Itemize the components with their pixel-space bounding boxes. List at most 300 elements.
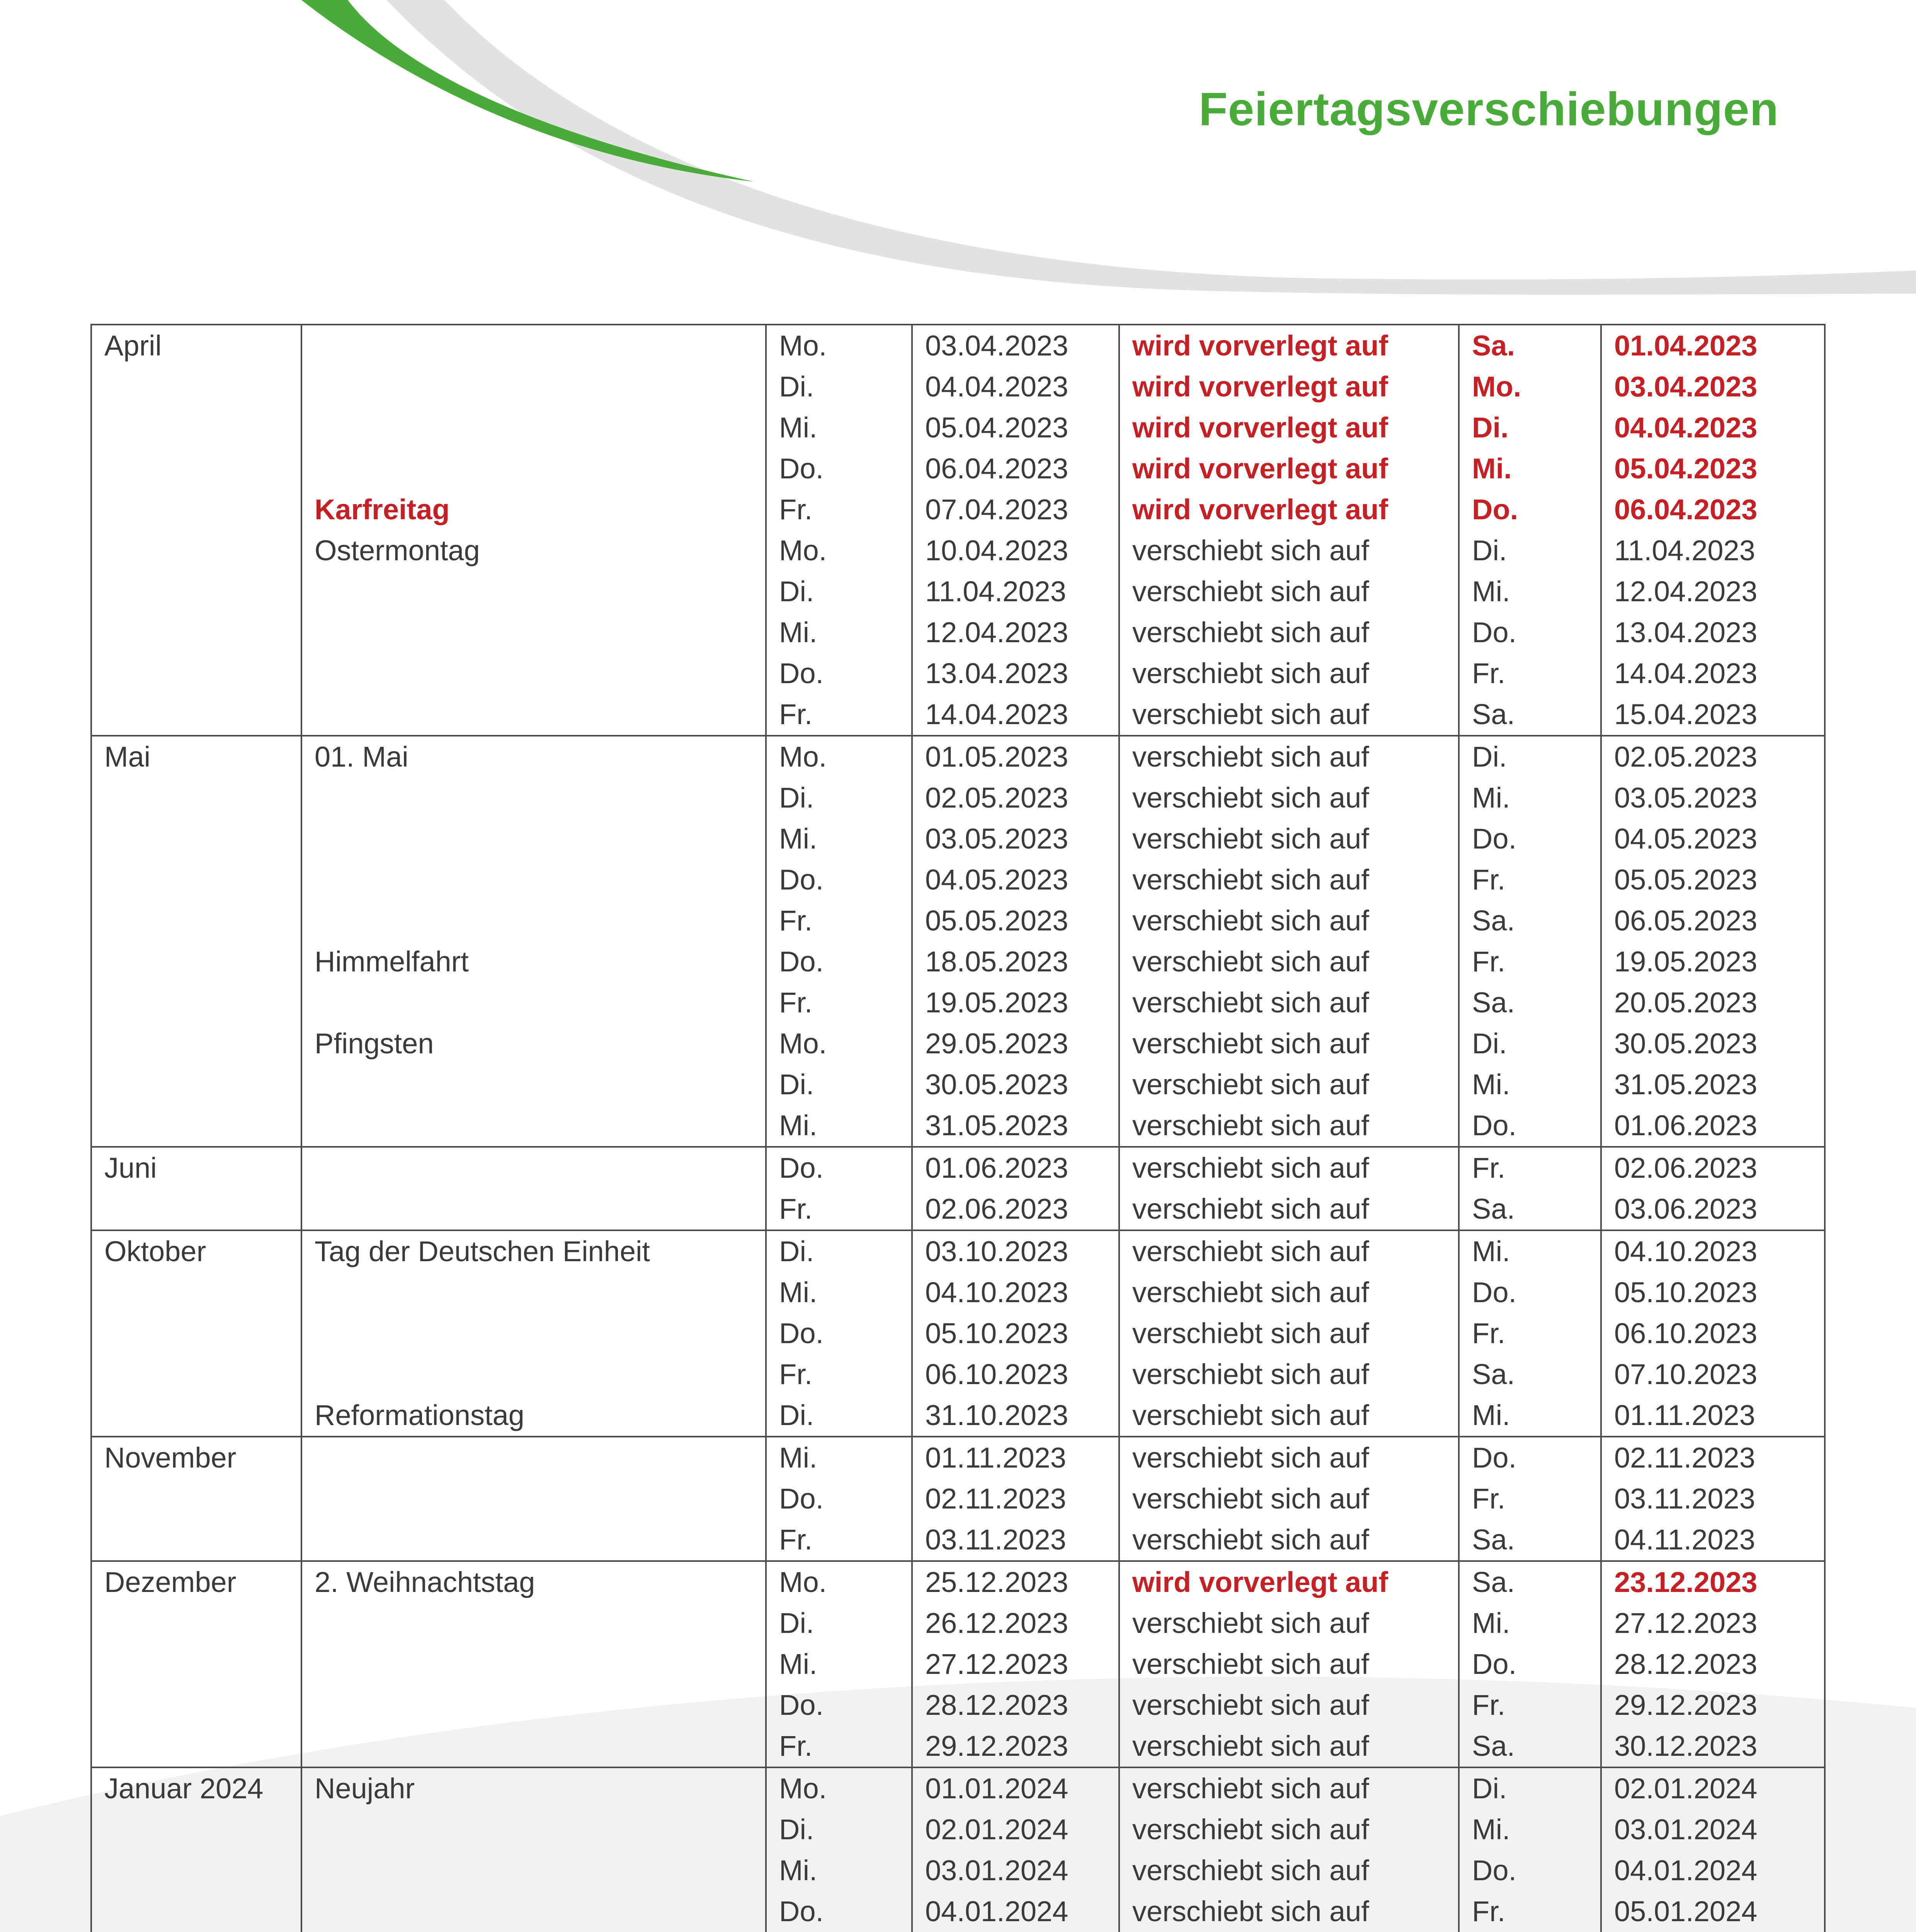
table-cell-date: 01.11.2023 bbox=[912, 1437, 1119, 1478]
table-cell-holiday bbox=[301, 325, 766, 366]
table-cell-holiday: 2. Weihnachtstag bbox=[301, 1561, 766, 1603]
table-cell-month: Juni bbox=[91, 1147, 301, 1189]
table-cell-action: verschiebt sich auf bbox=[1119, 982, 1459, 1023]
table-cell-date: 13.04.2023 bbox=[912, 653, 1119, 694]
table-cell-month bbox=[91, 653, 301, 694]
table-cell-month bbox=[91, 366, 301, 407]
table-row bbox=[91, 1767, 1825, 1809]
table-cell-holiday bbox=[301, 1809, 766, 1850]
holiday-shift-table-body bbox=[91, 325, 1825, 1932]
table-cell-weekday: Fr. bbox=[766, 1189, 912, 1230]
table-cell-holiday: Ostermontag bbox=[301, 530, 766, 571]
table-cell-new-date: 04.04.2023 bbox=[1601, 407, 1825, 448]
table-row bbox=[91, 941, 1825, 982]
table-row bbox=[91, 1395, 1825, 1437]
table-cell-date: 30.05.2023 bbox=[912, 1064, 1119, 1105]
table-cell-weekday: Mo. bbox=[766, 1023, 912, 1064]
table-cell-new-date: 29.12.2023 bbox=[1601, 1685, 1825, 1726]
table-cell-date: 04.01.2024 bbox=[912, 1891, 1119, 1932]
table-row bbox=[91, 818, 1825, 859]
table-cell-weekday: Fr. bbox=[766, 1354, 912, 1395]
table-cell-new-weekday: Do. bbox=[1459, 1105, 1601, 1147]
table-cell-holiday: Karfreitag bbox=[301, 489, 766, 530]
table-cell-new-date: 04.11.2023 bbox=[1601, 1519, 1825, 1561]
table-row bbox=[91, 448, 1825, 489]
table-cell-new-date: 03.11.2023 bbox=[1601, 1478, 1825, 1519]
table-cell-month bbox=[91, 1478, 301, 1519]
table-cell-weekday: Mo. bbox=[766, 1561, 912, 1603]
table-cell-action: verschiebt sich auf bbox=[1119, 1767, 1459, 1809]
table-cell-action: verschiebt sich auf bbox=[1119, 571, 1459, 612]
table-cell-new-weekday: Do. bbox=[1459, 489, 1601, 530]
table-cell-month bbox=[91, 1850, 301, 1891]
table-cell-new-date: 01.04.2023 bbox=[1601, 325, 1825, 366]
table-cell-month bbox=[91, 1189, 301, 1230]
table-cell-new-date: 01.11.2023 bbox=[1601, 1395, 1825, 1437]
table-cell-weekday: Di. bbox=[766, 1395, 912, 1437]
table-cell-action: verschiebt sich auf bbox=[1119, 1685, 1459, 1726]
table-cell-weekday: Di. bbox=[766, 777, 912, 818]
table-cell-new-date: 02.05.2023 bbox=[1601, 736, 1825, 777]
table-cell-new-weekday: Di. bbox=[1459, 407, 1601, 448]
table-cell-new-weekday: Sa. bbox=[1459, 900, 1601, 941]
table-row bbox=[91, 1891, 1825, 1932]
table-cell-month bbox=[91, 1685, 301, 1726]
table-cell-holiday bbox=[301, 612, 766, 653]
table-cell-new-date: 19.05.2023 bbox=[1601, 941, 1825, 982]
table-cell-new-date: 03.01.2024 bbox=[1601, 1809, 1825, 1850]
table-cell-holiday bbox=[301, 1354, 766, 1395]
table-cell-new-weekday: Fr. bbox=[1459, 1685, 1601, 1726]
table-cell-new-weekday: Mi. bbox=[1459, 1809, 1601, 1850]
table-row bbox=[91, 489, 1825, 530]
table-cell-new-date: 07.10.2023 bbox=[1601, 1354, 1825, 1395]
table-row bbox=[91, 982, 1825, 1023]
table-cell-new-date: 05.05.2023 bbox=[1601, 859, 1825, 900]
table-cell-new-date: 03.06.2023 bbox=[1601, 1189, 1825, 1230]
table-cell-new-date: 03.05.2023 bbox=[1601, 777, 1825, 818]
table-row bbox=[91, 1726, 1825, 1767]
table-cell-month bbox=[91, 1105, 301, 1147]
table-row bbox=[91, 1561, 1825, 1603]
table-cell-action: verschiebt sich auf bbox=[1119, 941, 1459, 982]
table-cell-action: verschiebt sich auf bbox=[1119, 1147, 1459, 1189]
table-cell-action: verschiebt sich auf bbox=[1119, 818, 1459, 859]
table-cell-action: verschiebt sich auf bbox=[1119, 1809, 1459, 1850]
table-row bbox=[91, 777, 1825, 818]
table-cell-action: verschiebt sich auf bbox=[1119, 1726, 1459, 1767]
table-cell-action: wird vorverlegt auf bbox=[1119, 407, 1459, 448]
table-cell-month: Dezember bbox=[91, 1561, 301, 1603]
table-cell-new-date: 28.12.2023 bbox=[1601, 1644, 1825, 1685]
table-cell-weekday: Mi. bbox=[766, 818, 912, 859]
table-cell-date: 28.12.2023 bbox=[912, 1685, 1119, 1726]
table-cell-new-weekday: Mi. bbox=[1459, 1603, 1601, 1644]
table-cell-new-date: 04.01.2024 bbox=[1601, 1850, 1825, 1891]
table-cell-new-weekday: Mi. bbox=[1459, 1395, 1601, 1437]
table-cell-weekday: Do. bbox=[766, 1147, 912, 1189]
table-cell-new-weekday: Mi. bbox=[1459, 448, 1601, 489]
table-cell-new-weekday: Do. bbox=[1459, 818, 1601, 859]
table-cell-date: 26.12.2023 bbox=[912, 1603, 1119, 1644]
table-cell-date: 31.10.2023 bbox=[912, 1395, 1119, 1437]
table-cell-date: 01.01.2024 bbox=[912, 1767, 1119, 1809]
table-cell-new-weekday: Fr. bbox=[1459, 1147, 1601, 1189]
table-cell-new-date: 02.01.2024 bbox=[1601, 1767, 1825, 1809]
table-cell-action: verschiebt sich auf bbox=[1119, 1105, 1459, 1147]
table-cell-holiday bbox=[301, 1726, 766, 1767]
table-cell-holiday: Neujahr bbox=[301, 1767, 766, 1809]
table-cell-holiday bbox=[301, 1189, 766, 1230]
table-cell-month: Oktober bbox=[91, 1230, 301, 1272]
table-cell-weekday: Di. bbox=[766, 1809, 912, 1850]
table-cell-holiday bbox=[301, 1147, 766, 1189]
table-cell-month bbox=[91, 1603, 301, 1644]
table-cell-weekday: Mi. bbox=[766, 1272, 912, 1313]
table-cell-new-date: 12.04.2023 bbox=[1601, 571, 1825, 612]
table-cell-date: 03.04.2023 bbox=[912, 325, 1119, 366]
table-cell-new-date: 14.04.2023 bbox=[1601, 653, 1825, 694]
table-cell-weekday: Fr. bbox=[766, 1519, 912, 1561]
table-cell-new-date: 01.06.2023 bbox=[1601, 1105, 1825, 1147]
table-cell-new-weekday: Do. bbox=[1459, 1437, 1601, 1478]
table-cell-new-date: 20.05.2023 bbox=[1601, 982, 1825, 1023]
table-cell-action: verschiebt sich auf bbox=[1119, 1519, 1459, 1561]
table-cell-new-date: 13.04.2023 bbox=[1601, 612, 1825, 653]
table-cell-month bbox=[91, 489, 301, 530]
table-cell-weekday: Do. bbox=[766, 653, 912, 694]
table-cell-date: 05.04.2023 bbox=[912, 407, 1119, 448]
table-cell-holiday bbox=[301, 653, 766, 694]
table-cell-weekday: Di. bbox=[766, 1230, 912, 1272]
table-cell-new-date: 05.01.2024 bbox=[1601, 1891, 1825, 1932]
table-cell-action: verschiebt sich auf bbox=[1119, 1272, 1459, 1313]
table-cell-weekday: Di. bbox=[766, 1064, 912, 1105]
table-cell-new-weekday: Mo. bbox=[1459, 366, 1601, 407]
table-cell-holiday bbox=[301, 859, 766, 900]
table-cell-month bbox=[91, 1809, 301, 1850]
table-cell-date: 31.05.2023 bbox=[912, 1105, 1119, 1147]
table-cell-holiday bbox=[301, 1064, 766, 1105]
table-cell-date: 10.04.2023 bbox=[912, 530, 1119, 571]
table-cell-date: 11.04.2023 bbox=[912, 571, 1119, 612]
table-cell-weekday: Do. bbox=[766, 1313, 912, 1354]
table-cell-action: verschiebt sich auf bbox=[1119, 612, 1459, 653]
table-cell-date: 04.05.2023 bbox=[912, 859, 1119, 900]
table-cell-action: wird vorverlegt auf bbox=[1119, 366, 1459, 407]
table-cell-weekday: Mi. bbox=[766, 1105, 912, 1147]
table-cell-month bbox=[91, 1395, 301, 1437]
table-cell-month bbox=[91, 1644, 301, 1685]
table-cell-weekday: Mo. bbox=[766, 530, 912, 571]
table-cell-action: verschiebt sich auf bbox=[1119, 1395, 1459, 1437]
table-cell-weekday: Fr. bbox=[766, 1726, 912, 1767]
table-cell-holiday bbox=[301, 448, 766, 489]
table-cell-action: verschiebt sich auf bbox=[1119, 1644, 1459, 1685]
table-cell-holiday bbox=[301, 1437, 766, 1478]
table-cell-month bbox=[91, 1272, 301, 1313]
table-cell-holiday bbox=[301, 900, 766, 941]
table-row bbox=[91, 1272, 1825, 1313]
table-cell-new-weekday: Fr. bbox=[1459, 859, 1601, 900]
table-cell-date: 01.06.2023 bbox=[912, 1147, 1119, 1189]
table-cell-month bbox=[91, 407, 301, 448]
table-cell-holiday: 01. Mai bbox=[301, 736, 766, 777]
table-row bbox=[91, 1105, 1825, 1147]
table-cell-weekday: Mo. bbox=[766, 1767, 912, 1809]
table-cell-new-weekday: Fr. bbox=[1459, 1478, 1601, 1519]
table-cell-month bbox=[91, 1023, 301, 1064]
table-cell-new-date: 04.05.2023 bbox=[1601, 818, 1825, 859]
table-cell-date: 27.12.2023 bbox=[912, 1644, 1119, 1685]
table-row bbox=[91, 1147, 1825, 1189]
table-cell-weekday: Fr. bbox=[766, 982, 912, 1023]
table-row bbox=[91, 530, 1825, 571]
table-cell-new-weekday: Di. bbox=[1459, 530, 1601, 571]
table-cell-holiday bbox=[301, 407, 766, 448]
table-cell-holiday bbox=[301, 777, 766, 818]
table-cell-new-weekday: Mi. bbox=[1459, 1230, 1601, 1272]
table-cell-holiday bbox=[301, 694, 766, 736]
table-cell-holiday: Himmelfahrt bbox=[301, 941, 766, 982]
table-cell-new-date: 23.12.2023 bbox=[1601, 1561, 1825, 1603]
table-cell-new-weekday: Sa. bbox=[1459, 325, 1601, 366]
table-row bbox=[91, 1230, 1825, 1272]
table-cell-month bbox=[91, 900, 301, 941]
table-row bbox=[91, 325, 1825, 366]
table-cell-date: 01.05.2023 bbox=[912, 736, 1119, 777]
table-cell-new-date: 02.11.2023 bbox=[1601, 1437, 1825, 1478]
table-cell-weekday: Do. bbox=[766, 941, 912, 982]
table-cell-new-date: 30.12.2023 bbox=[1601, 1726, 1825, 1767]
table-cell-action: verschiebt sich auf bbox=[1119, 1230, 1459, 1272]
table-cell-new-date: 04.10.2023 bbox=[1601, 1230, 1825, 1272]
table-cell-new-date: 06.04.2023 bbox=[1601, 489, 1825, 530]
table-cell-action: verschiebt sich auf bbox=[1119, 694, 1459, 736]
table-cell-holiday bbox=[301, 571, 766, 612]
table-row bbox=[91, 1023, 1825, 1064]
table-cell-new-weekday: Sa. bbox=[1459, 1726, 1601, 1767]
table-cell-holiday bbox=[301, 982, 766, 1023]
table-cell-action: verschiebt sich auf bbox=[1119, 1189, 1459, 1230]
table-cell-action: verschiebt sich auf bbox=[1119, 777, 1459, 818]
table-cell-holiday bbox=[301, 1272, 766, 1313]
table-cell-action: verschiebt sich auf bbox=[1119, 1603, 1459, 1644]
table-cell-action: verschiebt sich auf bbox=[1119, 1478, 1459, 1519]
table-row bbox=[91, 900, 1825, 941]
table-cell-month: Mai bbox=[91, 736, 301, 777]
table-cell-new-weekday: Mi. bbox=[1459, 777, 1601, 818]
table-cell-holiday bbox=[301, 1644, 766, 1685]
table-row bbox=[91, 1644, 1825, 1685]
table-cell-new-date: 27.12.2023 bbox=[1601, 1603, 1825, 1644]
table-cell-holiday: Reformationstag bbox=[301, 1395, 766, 1437]
table-cell-new-weekday: Di. bbox=[1459, 736, 1601, 777]
table-cell-weekday: Mi. bbox=[766, 1850, 912, 1891]
table-cell-new-date: 05.04.2023 bbox=[1601, 448, 1825, 489]
table-cell-new-weekday: Do. bbox=[1459, 1850, 1601, 1891]
table-cell-action: verschiebt sich auf bbox=[1119, 1354, 1459, 1395]
table-cell-month: Januar 2024 bbox=[91, 1767, 301, 1809]
table-cell-holiday: Pfingsten bbox=[301, 1023, 766, 1064]
table-cell-weekday: Do. bbox=[766, 859, 912, 900]
table-cell-new-weekday: Sa. bbox=[1459, 1354, 1601, 1395]
table-cell-month bbox=[91, 777, 301, 818]
table-row bbox=[91, 859, 1825, 900]
table-cell-new-weekday: Sa. bbox=[1459, 1519, 1601, 1561]
holiday-shift-table bbox=[90, 324, 1826, 1932]
table-cell-new-weekday: Do. bbox=[1459, 1644, 1601, 1685]
table-cell-action: verschiebt sich auf bbox=[1119, 900, 1459, 941]
table-cell-holiday bbox=[301, 1685, 766, 1726]
table-cell-month bbox=[91, 530, 301, 571]
table-cell-action: verschiebt sich auf bbox=[1119, 859, 1459, 900]
table-row bbox=[91, 1189, 1825, 1230]
table-cell-date: 03.01.2024 bbox=[912, 1850, 1119, 1891]
table-cell-new-date: 11.04.2023 bbox=[1601, 530, 1825, 571]
table-cell-new-weekday: Sa. bbox=[1459, 694, 1601, 736]
table-cell-holiday bbox=[301, 1850, 766, 1891]
table-row bbox=[91, 1064, 1825, 1105]
table-cell-weekday: Do. bbox=[766, 1478, 912, 1519]
table-cell-holiday bbox=[301, 1603, 766, 1644]
table-row bbox=[91, 1685, 1825, 1726]
table-cell-action: verschiebt sich auf bbox=[1119, 1891, 1459, 1932]
table-cell-month bbox=[91, 1891, 301, 1932]
table-cell-new-weekday: Sa. bbox=[1459, 1189, 1601, 1230]
table-cell-month bbox=[91, 982, 301, 1023]
table-cell-date: 02.05.2023 bbox=[912, 777, 1119, 818]
table-cell-month bbox=[91, 1519, 301, 1561]
table-cell-weekday: Mi. bbox=[766, 1437, 912, 1478]
table-cell-month: April bbox=[91, 325, 301, 366]
table-cell-action: wird vorverlegt auf bbox=[1119, 489, 1459, 530]
table-cell-action: wird vorverlegt auf bbox=[1119, 1561, 1459, 1603]
table-cell-weekday: Do. bbox=[766, 1685, 912, 1726]
table-cell-month bbox=[91, 1354, 301, 1395]
table-row bbox=[91, 612, 1825, 653]
page-title: Feiertagsverschiebungen bbox=[1198, 83, 1779, 135]
table-cell-action: wird vorverlegt auf bbox=[1119, 325, 1459, 366]
table-cell-new-weekday: Fr. bbox=[1459, 653, 1601, 694]
table-cell-date: 06.04.2023 bbox=[912, 448, 1119, 489]
table-cell-month bbox=[91, 1064, 301, 1105]
table-cell-action: verschiebt sich auf bbox=[1119, 1850, 1459, 1891]
table-cell-date: 18.05.2023 bbox=[912, 941, 1119, 982]
table-row bbox=[91, 1519, 1825, 1561]
table-cell-date: 29.05.2023 bbox=[912, 1023, 1119, 1064]
table-cell-holiday bbox=[301, 1105, 766, 1147]
table-cell-month bbox=[91, 818, 301, 859]
table-cell-holiday bbox=[301, 1313, 766, 1354]
table-row bbox=[91, 1313, 1825, 1354]
table-cell-action: verschiebt sich auf bbox=[1119, 1437, 1459, 1478]
table-cell-date: 12.04.2023 bbox=[912, 612, 1119, 653]
table-cell-weekday: Do. bbox=[766, 1891, 912, 1932]
table-cell-month bbox=[91, 448, 301, 489]
table-cell-action: wird vorverlegt auf bbox=[1119, 448, 1459, 489]
table-cell-action: verschiebt sich auf bbox=[1119, 653, 1459, 694]
table-cell-action: verschiebt sich auf bbox=[1119, 1064, 1459, 1105]
table-cell-date: 06.10.2023 bbox=[912, 1354, 1119, 1395]
table-cell-weekday: Di. bbox=[766, 1603, 912, 1644]
table-cell-holiday bbox=[301, 1478, 766, 1519]
table-row bbox=[91, 407, 1825, 448]
table-cell-new-date: 03.04.2023 bbox=[1601, 366, 1825, 407]
table-cell-month bbox=[91, 859, 301, 900]
table-cell-weekday: Fr. bbox=[766, 694, 912, 736]
table-cell-new-date: 06.10.2023 bbox=[1601, 1313, 1825, 1354]
table-row bbox=[91, 1354, 1825, 1395]
table-cell-month bbox=[91, 694, 301, 736]
table-cell-date: 29.12.2023 bbox=[912, 1726, 1119, 1767]
table-cell-date: 05.05.2023 bbox=[912, 900, 1119, 941]
table-cell-holiday bbox=[301, 366, 766, 407]
table-cell-new-weekday: Fr. bbox=[1459, 1313, 1601, 1354]
table-row bbox=[91, 1809, 1825, 1850]
table-cell-weekday: Mo. bbox=[766, 736, 912, 777]
table-cell-new-weekday: Mi. bbox=[1459, 571, 1601, 612]
table-cell-date: 19.05.2023 bbox=[912, 982, 1119, 1023]
table-row bbox=[91, 694, 1825, 736]
table-cell-month: November bbox=[91, 1437, 301, 1478]
table-cell-date: 03.10.2023 bbox=[912, 1230, 1119, 1272]
table-cell-weekday: Do. bbox=[766, 448, 912, 489]
table-cell-holiday bbox=[301, 818, 766, 859]
table-row bbox=[91, 1478, 1825, 1519]
table-cell-action: verschiebt sich auf bbox=[1119, 736, 1459, 777]
table-row bbox=[91, 653, 1825, 694]
table-cell-weekday: Mi. bbox=[766, 407, 912, 448]
table-cell-month bbox=[91, 612, 301, 653]
table-cell-date: 02.01.2024 bbox=[912, 1809, 1119, 1850]
table-cell-month bbox=[91, 1726, 301, 1767]
table-cell-new-weekday: Sa. bbox=[1459, 1561, 1601, 1603]
table-row bbox=[91, 1437, 1825, 1478]
table-cell-new-weekday: Do. bbox=[1459, 1272, 1601, 1313]
table-cell-action: verschiebt sich auf bbox=[1119, 1023, 1459, 1064]
table-cell-action: verschiebt sich auf bbox=[1119, 530, 1459, 571]
table-cell-new-date: 02.06.2023 bbox=[1601, 1147, 1825, 1189]
table-row bbox=[91, 366, 1825, 407]
table-cell-month bbox=[91, 571, 301, 612]
table-row bbox=[91, 1603, 1825, 1644]
table-cell-date: 25.12.2023 bbox=[912, 1561, 1119, 1603]
table-cell-new-weekday: Mi. bbox=[1459, 1064, 1601, 1105]
table-cell-weekday: Fr. bbox=[766, 489, 912, 530]
table-cell-new-weekday: Di. bbox=[1459, 1767, 1601, 1809]
table-cell-holiday bbox=[301, 1891, 766, 1932]
table-cell-new-weekday: Fr. bbox=[1459, 1891, 1601, 1932]
table-cell-date: 03.05.2023 bbox=[912, 818, 1119, 859]
table-cell-month bbox=[91, 941, 301, 982]
table-cell-weekday: Mi. bbox=[766, 612, 912, 653]
table-cell-date: 04.10.2023 bbox=[912, 1272, 1119, 1313]
table-cell-new-date: 31.05.2023 bbox=[1601, 1064, 1825, 1105]
table-cell-action: verschiebt sich auf bbox=[1119, 1313, 1459, 1354]
table-row bbox=[91, 736, 1825, 777]
table-cell-date: 07.04.2023 bbox=[912, 489, 1119, 530]
table-cell-weekday: Mo. bbox=[766, 325, 912, 366]
table-cell-new-date: 15.04.2023 bbox=[1601, 694, 1825, 736]
table-cell-new-weekday: Fr. bbox=[1459, 941, 1601, 982]
table-cell-new-weekday: Di. bbox=[1459, 1023, 1601, 1064]
table-cell-new-weekday: Sa. bbox=[1459, 982, 1601, 1023]
table-row bbox=[91, 1850, 1825, 1891]
table-cell-weekday: Di. bbox=[766, 571, 912, 612]
table-cell-new-date: 05.10.2023 bbox=[1601, 1272, 1825, 1313]
table-cell-holiday bbox=[301, 1519, 766, 1561]
